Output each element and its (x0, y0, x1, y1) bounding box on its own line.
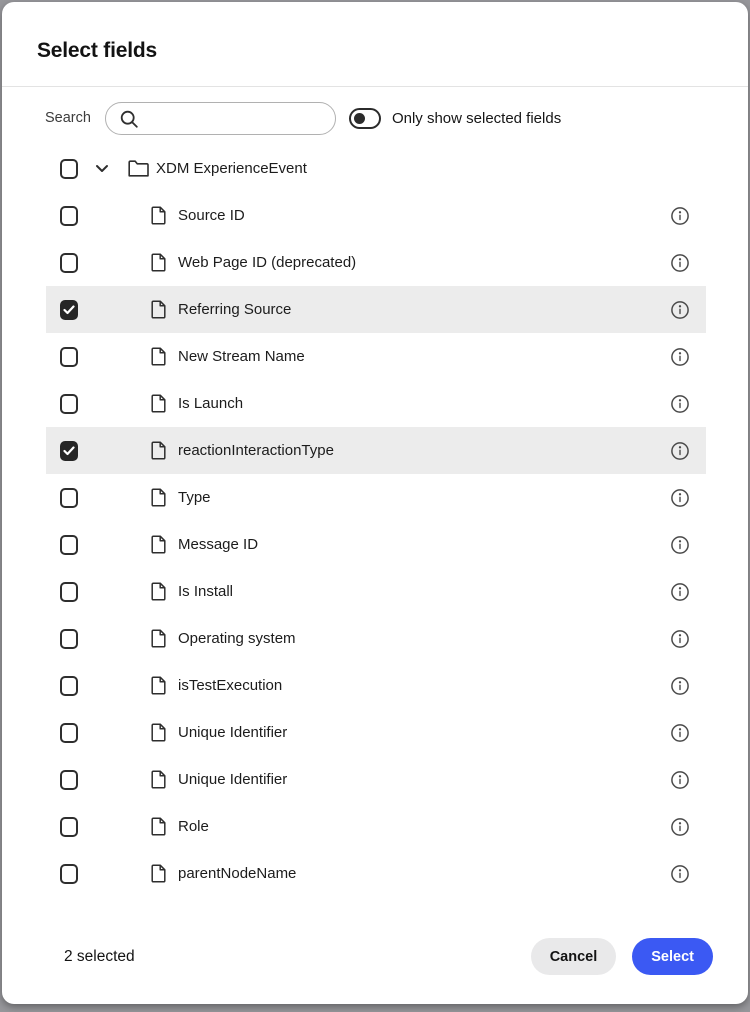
chevron-down-icon[interactable] (95, 164, 109, 173)
field-label: Role (178, 818, 209, 835)
tree-row[interactable] (46, 474, 706, 521)
row-checkbox[interactable] (60, 394, 78, 414)
tree-row[interactable] (46, 568, 706, 615)
document-icon (151, 723, 166, 742)
info-icon[interactable] (670, 629, 690, 649)
tree-row[interactable] (46, 380, 706, 427)
tree-row[interactable] (46, 850, 706, 897)
row-checkbox[interactable] (60, 488, 78, 508)
document-icon (151, 394, 166, 413)
toggle-knob (354, 113, 365, 124)
info-icon[interactable] (670, 770, 690, 790)
info-icon[interactable] (670, 394, 690, 414)
row-checkbox[interactable] (60, 206, 78, 226)
field-label: Unique Identifier (178, 724, 288, 741)
document-icon (151, 535, 166, 554)
field-label: parentNodeName (178, 865, 297, 882)
field-label: Is Launch (178, 395, 244, 412)
field-label: Source ID (178, 207, 245, 224)
info-icon[interactable] (670, 676, 690, 696)
row-checkbox[interactable] (60, 535, 78, 555)
info-icon[interactable] (670, 300, 690, 320)
tree-root-row[interactable] (46, 145, 706, 192)
document-icon (151, 441, 166, 460)
info-icon[interactable] (670, 723, 690, 743)
row-checkbox[interactable] (60, 676, 78, 696)
search-label: Search (45, 110, 91, 126)
dialog-title: Select fields (37, 39, 157, 62)
field-label: Message ID (178, 536, 259, 553)
tree-row[interactable] (46, 662, 706, 709)
tree-row[interactable] (46, 239, 706, 286)
field-label: reactionInteractionType (178, 442, 334, 459)
select-fields-dialog (2, 2, 748, 1004)
field-label: Unique Identifier (178, 771, 288, 788)
tree-row[interactable] (46, 615, 706, 662)
document-icon (151, 817, 166, 836)
tree-row[interactable] (46, 333, 706, 380)
field-label: Web Page ID (deprecated) (178, 254, 357, 271)
row-checkbox[interactable] (60, 582, 78, 602)
row-checkbox[interactable] (60, 723, 78, 743)
field-label: Operating system (178, 630, 296, 647)
document-icon (151, 770, 166, 789)
search-icon (119, 109, 139, 129)
row-checkbox[interactable] (60, 770, 78, 790)
field-tree (46, 145, 706, 897)
row-checkbox[interactable] (60, 300, 78, 320)
info-icon[interactable] (670, 253, 690, 273)
info-icon[interactable] (670, 206, 690, 226)
document-icon (151, 864, 166, 883)
info-icon[interactable] (670, 817, 690, 837)
row-checkbox[interactable] (60, 253, 78, 273)
info-icon[interactable] (670, 864, 690, 884)
select-button[interactable]: Select (632, 938, 713, 975)
only-selected-toggle[interactable] (349, 108, 381, 129)
document-icon (151, 300, 166, 319)
row-checkbox[interactable] (60, 629, 78, 649)
footer-buttons (531, 938, 713, 975)
info-icon[interactable] (670, 488, 690, 508)
document-icon (151, 347, 166, 366)
row-checkbox[interactable] (60, 347, 78, 367)
tree-row[interactable] (46, 427, 706, 474)
row-checkbox[interactable] (60, 864, 78, 884)
search-input[interactable] (146, 104, 328, 134)
row-checkbox[interactable] (60, 441, 78, 461)
info-icon[interactable] (670, 347, 690, 367)
document-icon (151, 629, 166, 648)
row-checkbox[interactable] (60, 817, 78, 837)
field-label: Type (178, 489, 211, 506)
document-icon (151, 253, 166, 272)
tree-row[interactable] (46, 756, 706, 803)
info-icon[interactable] (670, 441, 690, 461)
search-box[interactable] (105, 102, 336, 135)
folder-icon (128, 160, 149, 177)
tree-row[interactable] (46, 803, 706, 850)
document-icon (151, 206, 166, 225)
tree-row[interactable] (46, 286, 706, 333)
info-icon[interactable] (670, 582, 690, 602)
tree-row[interactable] (46, 709, 706, 756)
root-label: XDM ExperienceEvent (156, 160, 307, 177)
search-row (45, 100, 561, 136)
selected-count: 2 selected (64, 948, 135, 965)
field-label: Is Install (178, 583, 234, 600)
field-label: New Stream Name (178, 348, 305, 365)
document-icon (151, 488, 166, 507)
root-checkbox[interactable] (60, 159, 78, 179)
info-icon[interactable] (670, 535, 690, 555)
tree-row[interactable] (46, 521, 706, 568)
document-icon (151, 676, 166, 695)
document-icon (151, 582, 166, 601)
tree-row[interactable] (46, 192, 706, 239)
only-selected-toggle-label: Only show selected fields (391, 109, 562, 127)
field-label: Referring Source (178, 301, 292, 318)
header-divider (2, 86, 748, 87)
field-label: isTestExecution (178, 677, 283, 694)
cancel-button[interactable]: Cancel (531, 938, 617, 975)
